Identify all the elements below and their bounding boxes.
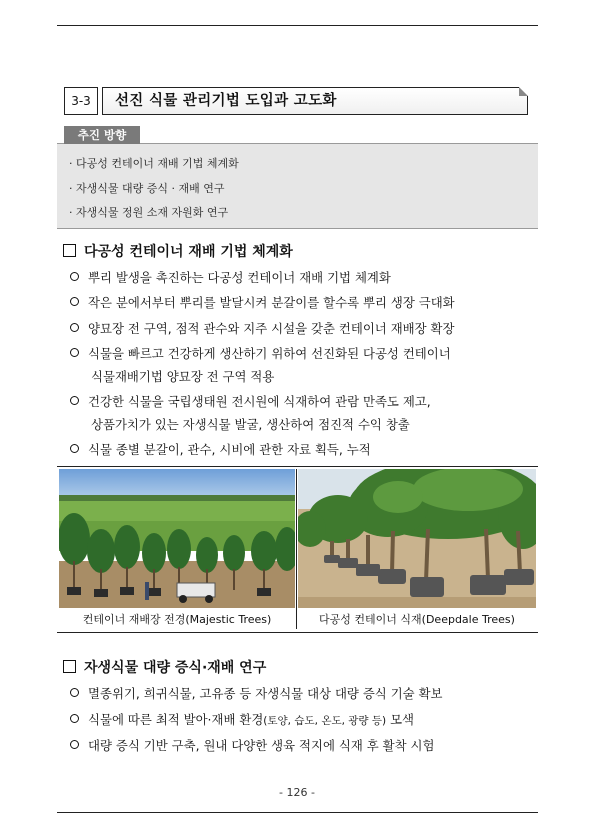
square-bullet-icon (63, 660, 76, 673)
section-title: 선진 식물 관리기법 도입과 고도화 (115, 93, 337, 109)
circle-bullet-icon (70, 348, 79, 357)
direction-label: 추진 방향 (64, 126, 140, 144)
circle-bullet-icon (70, 396, 79, 405)
list-item: 식물 종별 분갈이, 관수, 시비에 관한 자료 획득, 누적 (70, 440, 371, 458)
circle-bullet-icon (70, 714, 79, 723)
heading-container-cultivation (63, 241, 293, 261)
bottom-rule (57, 812, 538, 813)
square-bullet-icon (63, 244, 76, 257)
circle-bullet-icon (70, 297, 79, 306)
folded-corner-icon (519, 87, 528, 96)
direction-item: · 다공성 컨테이너 재배 기법 체계화 (69, 157, 239, 170)
direction-box (57, 143, 538, 229)
direction-item: · 자생식물 정원 소재 자원화 연구 (69, 206, 229, 219)
section-number: 3-3 (64, 87, 98, 115)
top-rule (57, 25, 538, 26)
list-item: 양묘장 전 구역, 점적 관수와 지주 시설을 갖춘 컨테이너 재배장 확장 (70, 319, 455, 337)
photo-divider (296, 469, 297, 629)
circle-bullet-icon (70, 740, 79, 749)
circle-bullet-icon (70, 323, 79, 332)
list-item-continuation: 상품가치가 있는 자생식물 발굴, 생산하여 점진적 수익 창출 (91, 417, 410, 432)
list-item: 뿌리 발생을 촉진하는 다공성 컨테이너 재배 기법 체계화 (70, 268, 391, 286)
heading-text: 자생식물 대량 증식·재배 연구 (84, 660, 267, 676)
circle-bullet-icon (70, 444, 79, 453)
heading-text: 다공성 컨테이너 재배 기법 체계화 (84, 244, 293, 260)
section-title-box (102, 87, 528, 115)
photo-caption-right: 다공성 컨테이너 식재(Deepdale Trees) (319, 613, 515, 626)
list-item: 식물에 따른 최적 발아·재배 환경(토양, 습도, 온도, 광량 등) 모색 (70, 710, 414, 728)
photo-caption-left: 컨테이너 재배장 전경(Majestic Trees) (82, 613, 272, 626)
porous-container-photo (298, 469, 536, 608)
list-item-continuation: 식물재배기법 양묘장 전 구역 적용 (91, 369, 275, 384)
direction-item: · 자생식물 대량 증식 · 재배 연구 (69, 182, 225, 195)
list-item: 건강한 식물을 국립생태원 전시원에 식재하여 관람 만족도 제고, (70, 392, 431, 410)
circle-bullet-icon (70, 688, 79, 697)
list-item: 대량 증식 기반 구축, 원내 다양한 생육 적지에 식재 후 활착 시험 (70, 736, 435, 754)
parenthetical-note: (토양, 습도, 온도, 광량 등) (263, 715, 387, 727)
list-item: 작은 분에서부터 뿌리를 발달시켜 분갈이를 할수록 뿌리 생장 극대화 (70, 293, 455, 311)
page-number: - 126 - (279, 786, 315, 799)
heading-native-plant-propagation (63, 657, 266, 677)
list-item: 멸종위기, 희귀식물, 고유종 등 자생식물 대상 대량 증식 기술 확보 (70, 684, 443, 702)
container-nursery-photo (59, 469, 295, 608)
list-item: 식물을 빠르고 건강하게 생산하기 위하여 선진화된 다공성 컨테이너 (70, 344, 451, 362)
circle-bullet-icon (70, 272, 79, 281)
